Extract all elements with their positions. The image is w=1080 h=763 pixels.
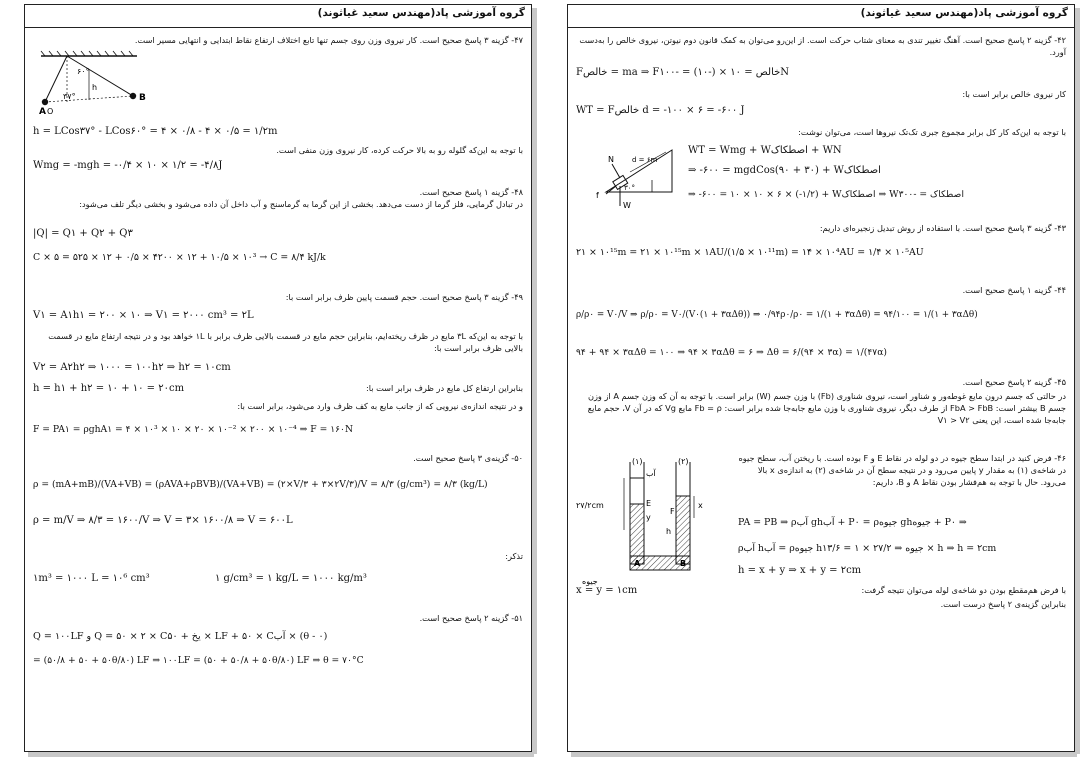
q51-intro: ۵۱- گزینه ۲ پاسخ صحیح است. [419, 613, 523, 623]
q46-label-mercury: جیوه [582, 577, 598, 586]
q46-label-branch1: (۱) [632, 457, 643, 466]
q42-eq4: ⇒ -۶۰۰ = mgdCos(۹۰ + ۳۰) + Wاصطکاک [688, 165, 881, 176]
q50-eq2: ρ = m/V ⇒ ۸/۳ = ۱۶۰۰/V ⇒ V = ۳× ۱۶۰۰/۸ ⇒ V = ۶۰۰L [33, 515, 293, 526]
q47-intro: ۴۷- گزینه ۳ پاسخ صحیح است. کار نیروی وزن روی جسم تنها تابع اختلاف ارتفاع نقاط ابتدایی و انتهایی مسیر است. [134, 35, 523, 45]
q47-label-b: B [139, 93, 146, 103]
left-page [24, 4, 532, 752]
left-page-body [25, 28, 531, 754]
q49-intro: ۴۹- گزینه ۳ پاسخ صحیح است. حجم قسمت پایین ظرف برابر است با: [285, 292, 523, 302]
q46-label-e: E [646, 499, 652, 508]
right-page-body [568, 28, 1074, 754]
q42-eq1: Fخالص = ma ⇒ Fخالص = ۱۰ × (-۱۰) = -۱۰۰N [576, 67, 790, 78]
q44-intro: ۴۴- گزینه ۱ پاسخ صحیح است. [962, 285, 1066, 295]
q46-label-a: A [634, 559, 641, 568]
q50-note: تذکر: [505, 551, 523, 561]
q44-eq1: ρ/ρ۰ = V۰/V ⇒ ρ/ρ۰ = V۰/(V۰(۱ + ۳αΔθ)) ⇒ ۰/۹۴ρ۰/ρ۰ = ۱/(۱ + ۳αΔθ) = ۹۴/۱۰۰ = ۱/(۱ + ۳αΔθ) [576, 310, 978, 320]
q46-label-b: B [680, 559, 687, 568]
q47-pendulum-figure [37, 50, 149, 122]
q45-intro: ۴۵- گزینه ۲ پاسخ صحیح است. [962, 377, 1066, 387]
q45-text: در حالتی که جسم درون مایع غوطه‌ور و شناور است، نیروی شناوری (Fb) با وزن جسم (W) برابر است. با توجه به آن که وزن جسم A از وزن جسم B بیشتر است: FbA > FbB از طرف دیگر، نیروی شناوری با وزن مایع جابه‌جا شده برابر است: Fb = ρ مایع Vg که در آن V، حجم مایع جابه‌جا شده است، این یعنی V۱ > V۲ [587, 391, 1066, 425]
q49-eq3: h = h۱ + h۲ = ۱۰ + ۱۰ = ۲۰cm [33, 383, 185, 394]
q47-text2: با توجه به این‌که گلوله رو به بالا حرکت کرده، کار نیروی وزن منفی است. [276, 145, 523, 155]
q42-text3: با توجه به این‌که کار کل برابر مجموع جبری تک‌تک نیروها است، می‌توان نوشت: [798, 127, 1066, 137]
q50-intro: ۵۰- گزینه‌ی ۳ پاسخ صحیح است. [413, 453, 523, 463]
q42-incline-figure [576, 140, 680, 212]
q46-eq3: h = x + y ⇒ x + y = ۲cm [738, 565, 862, 576]
q47-eq1: h = LCos۳۷° - LCos۶۰° = ۴ × ۰/۸ - ۴ × ۰/۵ = ۱/۲m [33, 126, 278, 137]
q48-eq2: C × ۵ = ۵۲۵ × ۱۲ + ۰/۵ × ۴۲۰۰ × ۱۲ + ۱۰/۵ × ۱۰³ → C = ۸/۴ kJ/k [33, 252, 326, 263]
left-page-header: گروه آموزشی پاد(مهندس سعید غیاثوند) [25, 5, 531, 28]
q46-text3: بنابراین گزینه‌ی ۲ پاسخ درست است. [940, 599, 1066, 609]
q47-label-o: O [47, 107, 54, 116]
q43-eq1: ۲۱ × ۱۰¹⁵m = ۲۱ × ۱۰¹⁵m × ۱AU/(۱/۵ × ۱۰¹¹m) = ۱۴ × ۱۰⁴AU = ۱/۴ × ۱۰⁵AU [576, 247, 924, 258]
q42-label-angle: ۳۰° [624, 184, 636, 192]
q42-eq5: ⇒ -۶۰۰ = ۱۰ × ۱۰ × ۶ × (-۱/۲) + Wاصطکاک ⇒ Wاصطکاک = -۳۰۰ [688, 189, 965, 200]
q42-label-d: d = ۶m [632, 156, 658, 164]
q49-eq4: F = PA۱ = ρghA۱ = ۴ × ۱۰³ × ۱۰ × ۲۰ × ۱۰⁻² × ۲۰۰ × ۱۰⁻⁴ ⇒ F = ۱۶۰N [33, 424, 354, 435]
q42-label-w: W [623, 201, 631, 210]
q46-label-branch2: (۲) [678, 457, 689, 466]
q50-eq3: ۱m³ = ۱۰۰۰ L = ۱۰⁶ cm³ [33, 573, 150, 584]
q46-intro: ۴۶- فرض کنید در ابتدا سطح جیوه در دو لوله در نقاط E و F بوده است. با ریختن آب، سطح جیوه در شاخه‌ی (۱) به مقدار y پایین می‌رود و در نتیجه سطح آن در شاخه‌ی (۲) به اندازه‌ی x بالا می‌رود. حال با توجه به هم‌فشار بودن نقاط A و B، داریم: [738, 453, 1066, 487]
q51-eq2: = (۵۰/۸ + ۵۰ + ۵۰θ/۸۰) LF ⇒ ۱۰۰LF = (۵۰ + ۵۰/۸ + ۵۰θ/۸۰) LF ⇒ θ = ۷۰°C [33, 655, 364, 666]
q47-angle-37: ۳۷° [63, 92, 76, 101]
q47-angle-60: ۶۰° [77, 67, 90, 76]
q46-label-h: h [666, 527, 672, 536]
q42-eq2: WT = Fخالص d = -۱۰۰ × ۶ = -۶۰۰ J [576, 105, 745, 116]
q42-text2: کار نیروی خالص برابر است با: [962, 89, 1066, 99]
q50-eq4: ۱ g/cm³ = ۱ kg/L = ۱۰۰۰ kg/m³ [215, 573, 367, 584]
q46-eq4: x = y = ۱cm [576, 585, 638, 596]
q49-text3: بنابراین ارتفاع کل مایع در ظرف برابر است با: [366, 383, 523, 393]
q47-label-a: A [39, 107, 46, 117]
q48-text: در تبادل گرمایی، فلز گرما از دست می‌دهد. بخشی از این گرما به گرماسنج و آب داخل آن داده می‌شود و بخشی دیگر تلف می‌شود: [79, 199, 523, 209]
q48-eq1: |Q| = Q۱ + Q۲ + Q۳ [33, 228, 133, 239]
q46-u-tube-figure [574, 456, 724, 596]
q49-eq2: V۲ = A۲h۲ ⇒ ۱۰۰۰ = ۱۰۰h۲ ⇒ h۲ = ۱۰cm [33, 362, 231, 373]
q51-eq1: Q = ۱۰۰LF و Q = ۵۰ × ۲ × Cیخ + ۵۰ × LF + ۵۰ × Cآب × (θ - ۰) [33, 631, 328, 642]
right-page [567, 4, 1075, 752]
q47-label-h: h [92, 83, 98, 92]
q46-label-height: ۲۷/۲cm [576, 501, 604, 510]
q46-label-f: F [670, 507, 675, 516]
q48-intro: ۴۸- گزینه ۱ پاسخ صحیح است. [419, 187, 523, 197]
q46-label-y: y [646, 513, 651, 522]
q46-text2: با فرض هم‌مقطع بودن دو شاخه‌ی لوله می‌توان نتیجه گرفت: [861, 585, 1066, 595]
q46-eq1: PA = PB ⇒ ρآب ghآب + P۰ = ρجیوه ghجیوه + P۰ ⇒ [738, 517, 967, 528]
q49-eq1: V۱ = A۱h۱ = ۲۰۰ × ۱۰ ⇒ V۱ = ۲۰۰۰ cm³ = ۲L [33, 310, 254, 321]
right-page-header: گروه آموزشی پاد(مهندس سعید غیاثوند) [568, 5, 1074, 28]
q42-label-n: N [608, 155, 614, 164]
q44-eq2: ۹۴ + ۹۴ × ۳αΔθ = ۱۰۰ ⇒ ۹۴ × ۳αΔθ = ۶ ⇒ Δθ = ۶/(۹۴ × ۳α) = ۱/(۴۷α) [576, 347, 887, 358]
q42-eq3: WT = Wmg + Wاصطکاک + WN [688, 145, 842, 156]
q46-label-water: آب [646, 469, 656, 478]
q49-text2: با توجه به این‌که ۳L مایع در ظرف ریخته‌ایم، بنابراین حجم مایع در قسمت بالایی ظرف برابر با ۱L خواهد بود و در نتیجه ارتفاع مایع در قسمت بالایی ظرف برابر است با: [48, 331, 523, 353]
q47-eq2: Wmg = -mgh = -۰/۴ × ۱۰ × ۱/۲ = -۴/۸J [33, 160, 223, 171]
q43-intro: ۴۳- گزینه ۳ پاسخ صحیح است. با استفاده از روش تبدیل زنجیره‌ای داریم: [819, 223, 1066, 233]
q42-label-f: f [596, 191, 599, 200]
q49-text4: و در نتیجه اندازه‌ی نیرویی که از جانب مایع به کف ظرف وارد می‌شود، برابر است با: [237, 401, 523, 411]
q46-eq2: ρآب hآب = ρجیوه hجیوه ⇒ ۲۷/۲ × ۱ = ۱۳/۶ × h ⇒ h = ۲cm [738, 543, 997, 554]
q50-eq1: ρ = (mA+mB)/(VA+VB) = (ρAVA+ρBVB)/(VA+VB) = (۲×V/۳ + ۳×۲V/۳)/V = ۸/۳ (g/cm³) = ۸/۳ (kg/L) [33, 479, 488, 490]
q42-intro: ۴۲- گزینه ۲ پاسخ صحیح است. آهنگ تغییر تندی به معنای شتاب حرکت است. از این‌رو می‌توان به کمک قانون دوم نیوتن، نیروی خالص را به‌دست آورد. [579, 35, 1066, 57]
q46-label-x: x [698, 501, 703, 510]
